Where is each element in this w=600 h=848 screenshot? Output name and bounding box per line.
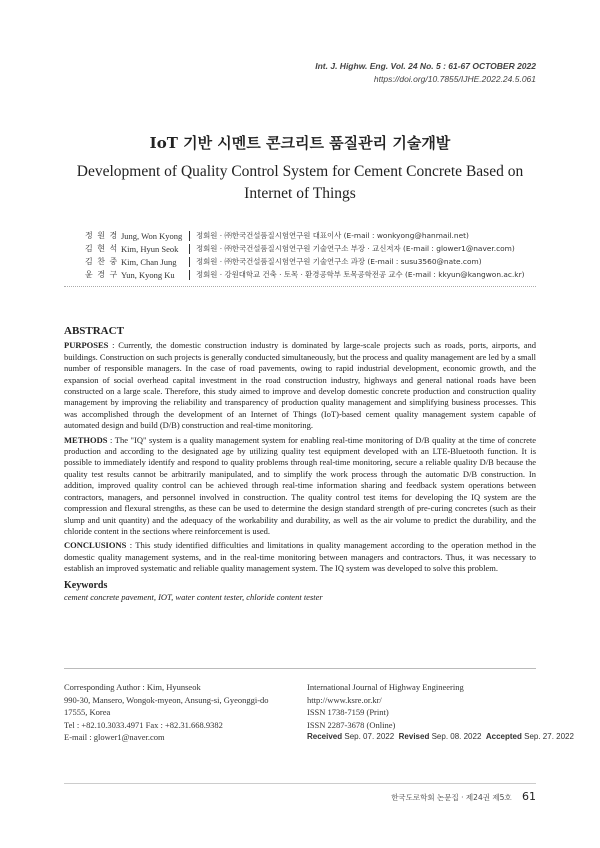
author-row <box>85 229 525 242</box>
accepted-date: Sep. 27. 2022 <box>524 732 574 742</box>
corr-email: E-mail : glower1@naver.com <box>64 732 165 743</box>
submission-dates <box>307 731 574 744</box>
issn-online: ISSN 2287-3678 (Online) <box>307 719 396 730</box>
footnote-separator <box>64 668 536 669</box>
revised-label: Revised <box>398 732 430 742</box>
corr-line: 990-30, Mansero, Wongok-myeon, Ansung-si, Gyeonggi-do <box>64 694 269 705</box>
journal-name: International Journal of Highway Engineering <box>307 682 464 692</box>
purposes-paragraph <box>64 340 536 431</box>
author-english-name: Kim, Chan Jung <box>121 256 177 267</box>
author-row <box>85 268 525 281</box>
keywords-heading: Keywords <box>64 579 108 591</box>
separator-line <box>64 286 536 287</box>
title-english: Development of Quality Control System for Cement Concrete Based on Internet of Things <box>76 163 524 202</box>
issn-print: ISSN 1738-7159 (Print) <box>307 707 389 718</box>
conclusions-text: : This study identified difficulties and limitations in quality management according to the operation method in the domestic quality management systems, and in the real-time monitoring between managers and contractors. Thus, it was necessary to establish an improved systematic and reliable quality management system. The IQ system was developed to solve this problem. <box>64 540 536 574</box>
received-date: Sep. 07. 2022 <box>344 732 395 742</box>
divider <box>189 244 190 254</box>
page-footer <box>391 790 536 803</box>
accepted-label: Accepted <box>485 732 522 742</box>
purposes-text: : Currently, the domestic construction industry is dominated by large-scale projects such as roads, ports, airports, and buildings. Construction on such projects is generally conducted simultaneously, but the process and quality management are led by a small number of responsible managers. In the case of road pavements, owing to rapid industrial development, economic growth, and the expansion of social overhead capital investment in the road construction industry, highways and general national roads have been constructed on a large scale. Therefore, this study aimed to improve and develop domestic concrete production and construction quality management by improving the reliability and transparency of production quality management and simplifying business processes. This was accomplished through the development of an Internet of Things (IoT)-based cement quality management system capable of automated design and build (D/B) construction and real-time monitoring. <box>64 340 536 431</box>
purposes-label: PURPOSES <box>64 340 109 351</box>
journal-header <box>315 60 536 86</box>
conclusions-paragraph <box>64 540 536 574</box>
author-list <box>85 229 525 281</box>
journal-citation: Int. J. Highw. Eng. Vol. 24 No. 5 : 61-67 OCTOBER 2022 <box>315 61 536 71</box>
footer-separator <box>64 783 536 784</box>
divider <box>189 270 190 280</box>
author-korean-name: 김 찬 중 <box>85 257 119 266</box>
divider <box>189 257 190 267</box>
abstract-section <box>64 326 536 603</box>
abstract-heading: ABSTRACT <box>64 325 124 337</box>
corr-line: 17555, Korea <box>64 707 111 718</box>
corresponding-author-info <box>64 681 269 744</box>
received-label: Received <box>307 732 343 742</box>
doi-link[interactable]: https://doi.org/10.7855/IJHE.2022.24.5.061 <box>373 74 536 84</box>
journal-url[interactable]: http://www.ksre.or.kr/ <box>307 694 382 705</box>
author-korean-name: 윤 경 구 <box>85 270 119 279</box>
revised-date: Sep. 08. 2022 <box>431 732 482 742</box>
author-affiliation: 정회원 · ㈜한국건설품질시험연구원 기술연구소 과장 (E-mail : susu3560@nate.com) <box>196 257 482 266</box>
author-row <box>85 242 525 255</box>
methods-text: : The "IQ" system is a quality management system for enabling real-time monitoring of D/B quality at the time of concrete production and according to the designated age by utilizing quality test equipment developed with an LTE-Bluetooth function. It is possible to immediately identify and respond to quality problems through real-time monitoring, secure a reliable quality D/B because the quality test results cannot be arbitrarily manipulated, and to simplify the work process through the automatic D/B construction. In addition, improved quality control can be achieved through real-time information sharing and feedback system operations between contractors, managers, and personnel involved in construction. The quality control test items for developing the IQ system are the compression and flexural strengths, as these can be used to determine the design standard strength of pre-curing concretes (such as their slump and unit quantity) and the adequacy of the workability and durability, as well as the air volume to predict the durability, and the chloride content in the sections where reinforcement is used. <box>64 434 536 536</box>
author-english-name: Yun, Kyong Ku <box>121 269 175 280</box>
title-korean: IoT 기반 시멘트 콘크리트 품질관리 기술개발 <box>149 134 451 152</box>
author-korean-name: 김 현 석 <box>85 244 119 253</box>
methods-label: METHODS <box>64 434 108 445</box>
conclusions-label: CONCLUSIONS <box>64 540 127 551</box>
corr-line: Corresponding Author : Kim, Hyunseok <box>64 682 201 692</box>
author-row <box>85 255 525 268</box>
journal-info <box>307 681 574 744</box>
author-affiliation: 정회원 · 강원대학교 건축 · 토목 · 환경공학부 토목공학전공 교수 (E-mail : kkyun@kangwon.ac.kr) <box>196 270 525 279</box>
divider <box>189 231 190 241</box>
author-affiliation: 정회원 · ㈜한국건설품질시험연구원 기술연구소 부장 · 교신저자 (E-mail : glower1@naver.com) <box>196 244 515 253</box>
corr-line: Tel : +82.10.3033.4971 Fax : +82.31.668.9382 <box>64 719 223 730</box>
author-affiliation: 정회원 · ㈜한국건설품질시험연구원 대표이사 (E-mail : wonkyong@hanmail.net) <box>196 231 469 240</box>
author-korean-name: 정 원 경 <box>85 231 119 240</box>
footer-journal-text: 한국도로학회 논문집 · 제24권 제5호 <box>391 793 512 802</box>
keywords-text: cement concrete pavement, IOT, water content tester, chloride content tester <box>64 591 323 602</box>
page-number: 61 <box>522 790 536 803</box>
author-english-name: Kim, Hyun Seok <box>121 243 179 254</box>
author-english-name: Jung, Won Kyong <box>121 230 183 241</box>
methods-paragraph <box>64 435 536 538</box>
